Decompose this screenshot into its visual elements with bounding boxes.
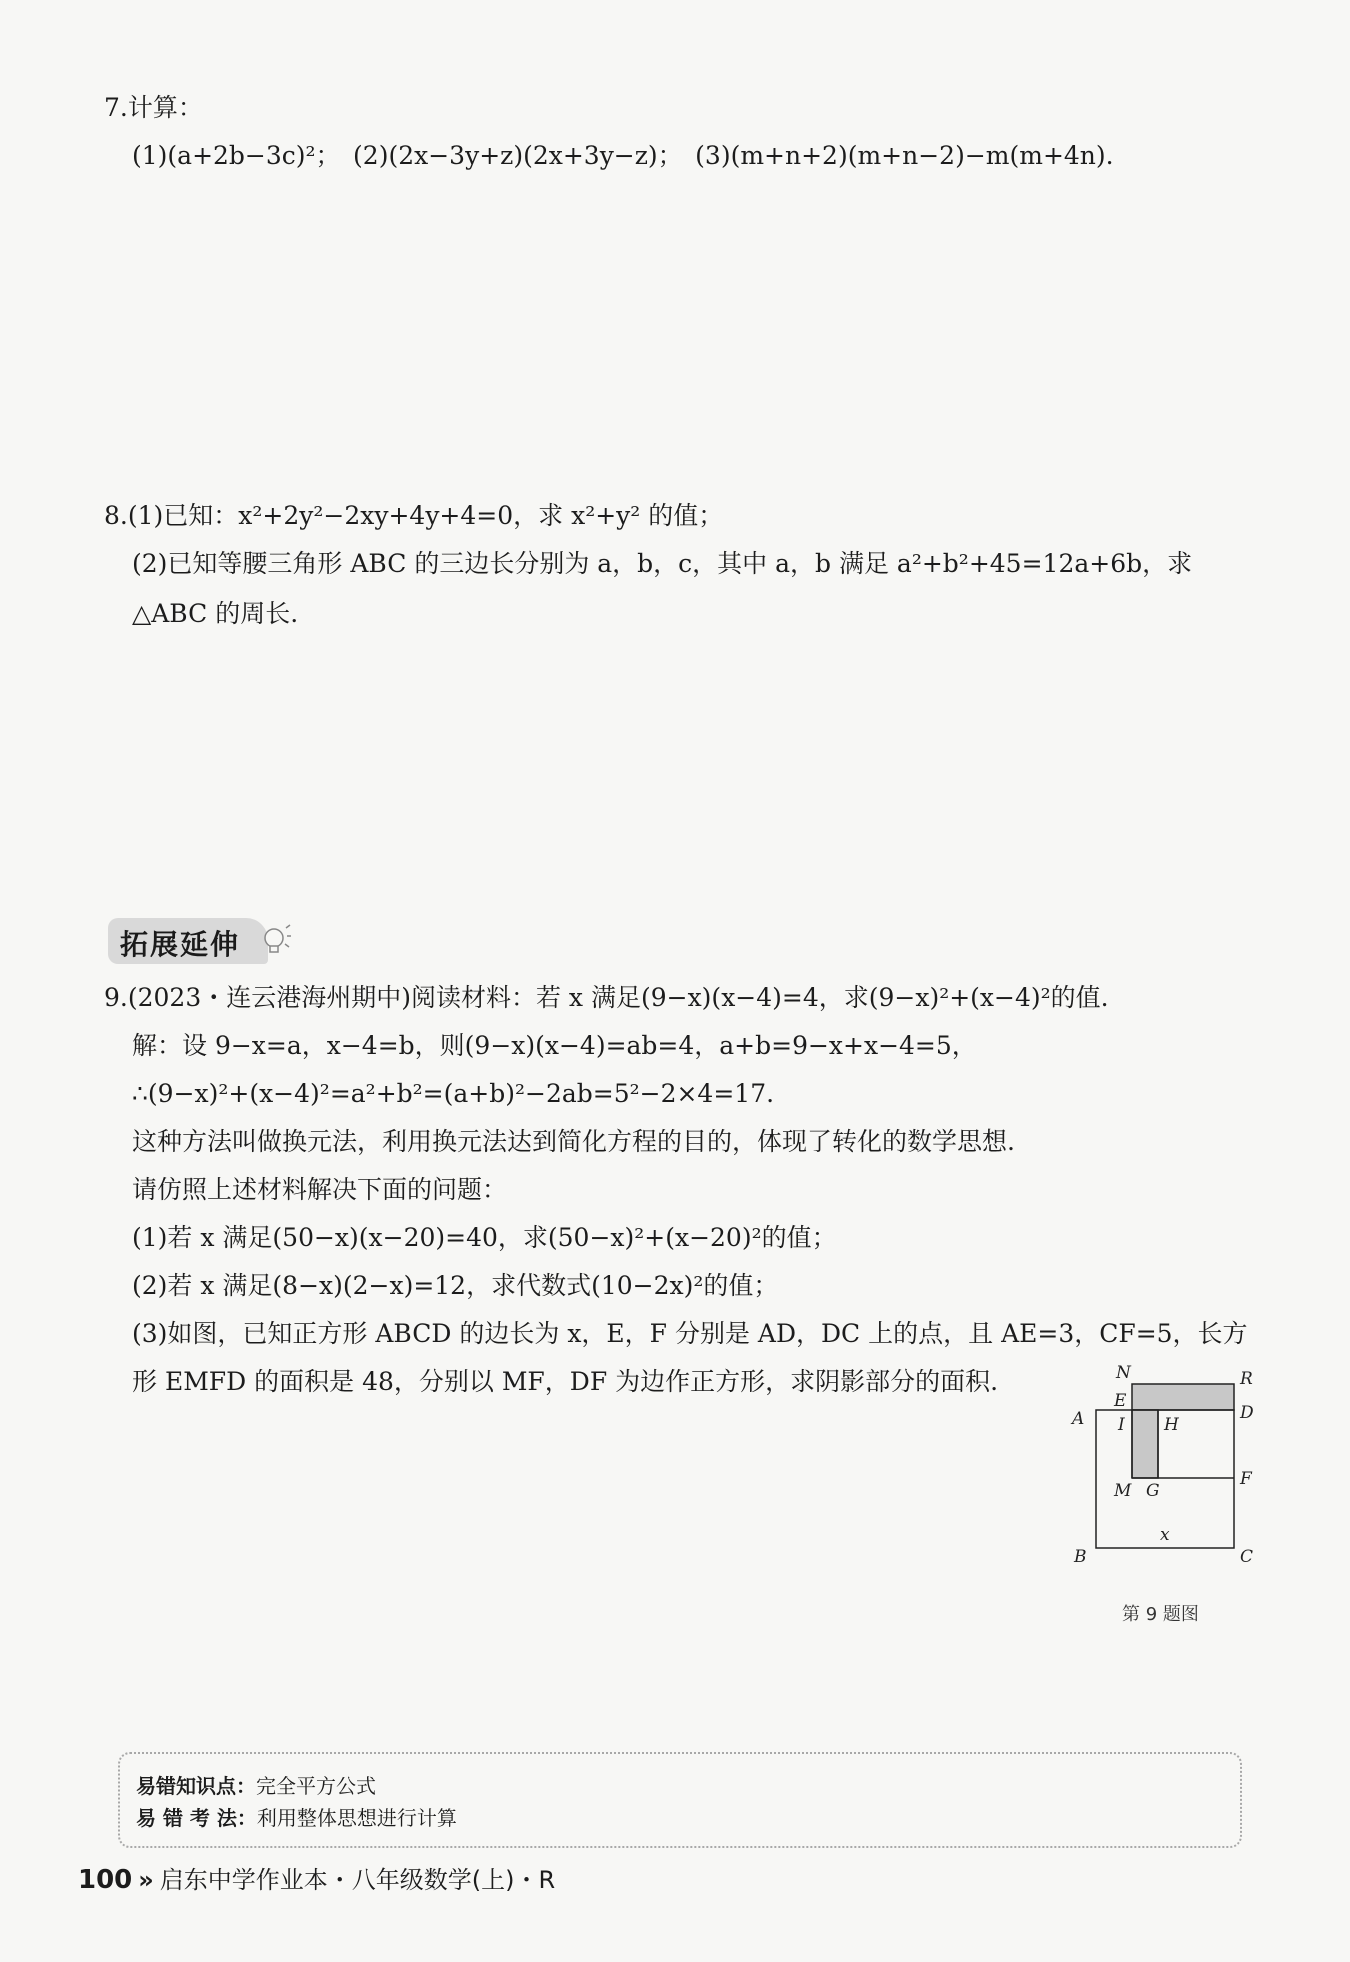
- figure-label-h: H: [1164, 1415, 1179, 1435]
- tip-knowledge-value: 完全平方公式: [256, 1774, 376, 1798]
- question-9-line8: (3)如图，已知正方形 ABCD 的边长为 x，E，F 分别是 AD，DC 上的点，且 AE=3，CF=5，长方: [132, 1319, 1248, 1348]
- section-title: 拓展延伸: [120, 928, 241, 961]
- geometry-figure: [1060, 1360, 1260, 1590]
- figure-label-d: D: [1240, 1403, 1254, 1423]
- question-7-parts: (1)(a+2b−3c)²； (2)(2x−3y+z)(2x+3y−z)； (3)(m+n+2)(m+n−2)−m(m+4n).: [132, 141, 1114, 170]
- figure-label-a: A: [1072, 1409, 1085, 1429]
- question-7-title: 7.计算：: [104, 93, 203, 122]
- figure-label-g: G: [1146, 1481, 1160, 1501]
- figure-label-i: I: [1118, 1415, 1125, 1435]
- figure-label-f: F: [1240, 1469, 1252, 1489]
- figure-label-n: N: [1116, 1363, 1131, 1383]
- error-tips-box: [118, 1752, 1242, 1848]
- section-badge: [108, 918, 288, 964]
- tip-method-label: 易 错 考 法：: [136, 1806, 257, 1830]
- question-9-line4: 这种方法叫做换元法，利用换元法达到简化方程的目的，体现了转化的数学思想.: [132, 1127, 1015, 1156]
- figure-shade-left: [1132, 1410, 1158, 1478]
- question-9-line2: 解：设 9−x=a，x−4=b，则(9−x)(x−4)=ab=4，a+b=9−x+x−4=5，: [132, 1031, 977, 1060]
- question-8-line3: △ABC 的周长.: [132, 599, 299, 628]
- figure-label-x: x: [1160, 1525, 1170, 1545]
- figure-shade-top: [1132, 1384, 1234, 1410]
- question-9-line3: ∴(9−x)²+(x−4)²=a²+b²=(a+b)²−2ab=5²−2×4=17.: [132, 1079, 775, 1108]
- question-9-line7: (2)若 x 满足(8−x)(2−x)=12，求代数式(10−2x)²的值；: [132, 1271, 779, 1300]
- tip-test-method: [136, 1802, 457, 1831]
- tip-knowledge-point: [136, 1770, 376, 1799]
- figure-label-b: B: [1074, 1547, 1087, 1567]
- double-chevron-icon: »: [138, 1866, 154, 1894]
- figure-label-r: R: [1240, 1369, 1253, 1389]
- book-title: 启东中学作业本・八年级数学(上)・R: [159, 1866, 556, 1894]
- figure-label-c: C: [1240, 1547, 1254, 1567]
- figure-caption: 第 9 题图: [1122, 1604, 1199, 1625]
- question-8-line1: 8.(1)已知：x²+2y²−2xy+4y+4=0，求 x²+y² 的值；: [104, 501, 724, 530]
- page-footer: [78, 1860, 555, 1895]
- figure-label-m: M: [1114, 1481, 1132, 1501]
- lightbulb-icon: [260, 924, 292, 958]
- page-number: 100: [78, 1865, 133, 1895]
- question-9-line9: 形 EMFD 的面积是 48，分别以 MF，DF 为边作正方形，求阴影部分的面积.: [132, 1367, 999, 1396]
- question-9-line1: 9.(2023・连云港海州期中)阅读材料：若 x 满足(9−x)(x−4)=4，求(9−x)²+(x−4)²的值.: [104, 983, 1109, 1012]
- tip-method-value: 利用整体思想进行计算: [256, 1806, 457, 1830]
- figure-label-e: E: [1114, 1391, 1127, 1411]
- question-9-line6: (1)若 x 满足(50−x)(x−20)=40，求(50−x)²+(x−20)²的值；: [132, 1223, 837, 1252]
- question-8-line2: (2)已知等腰三角形 ABC 的三边长分别为 a，b，c，其中 a，b 满足 a²+b²+45=12a+6b，求: [132, 549, 1193, 578]
- tip-knowledge-label: 易错知识点：: [136, 1774, 256, 1798]
- question-9-line5: 请仿照上述材料解决下面的问题：: [132, 1175, 508, 1204]
